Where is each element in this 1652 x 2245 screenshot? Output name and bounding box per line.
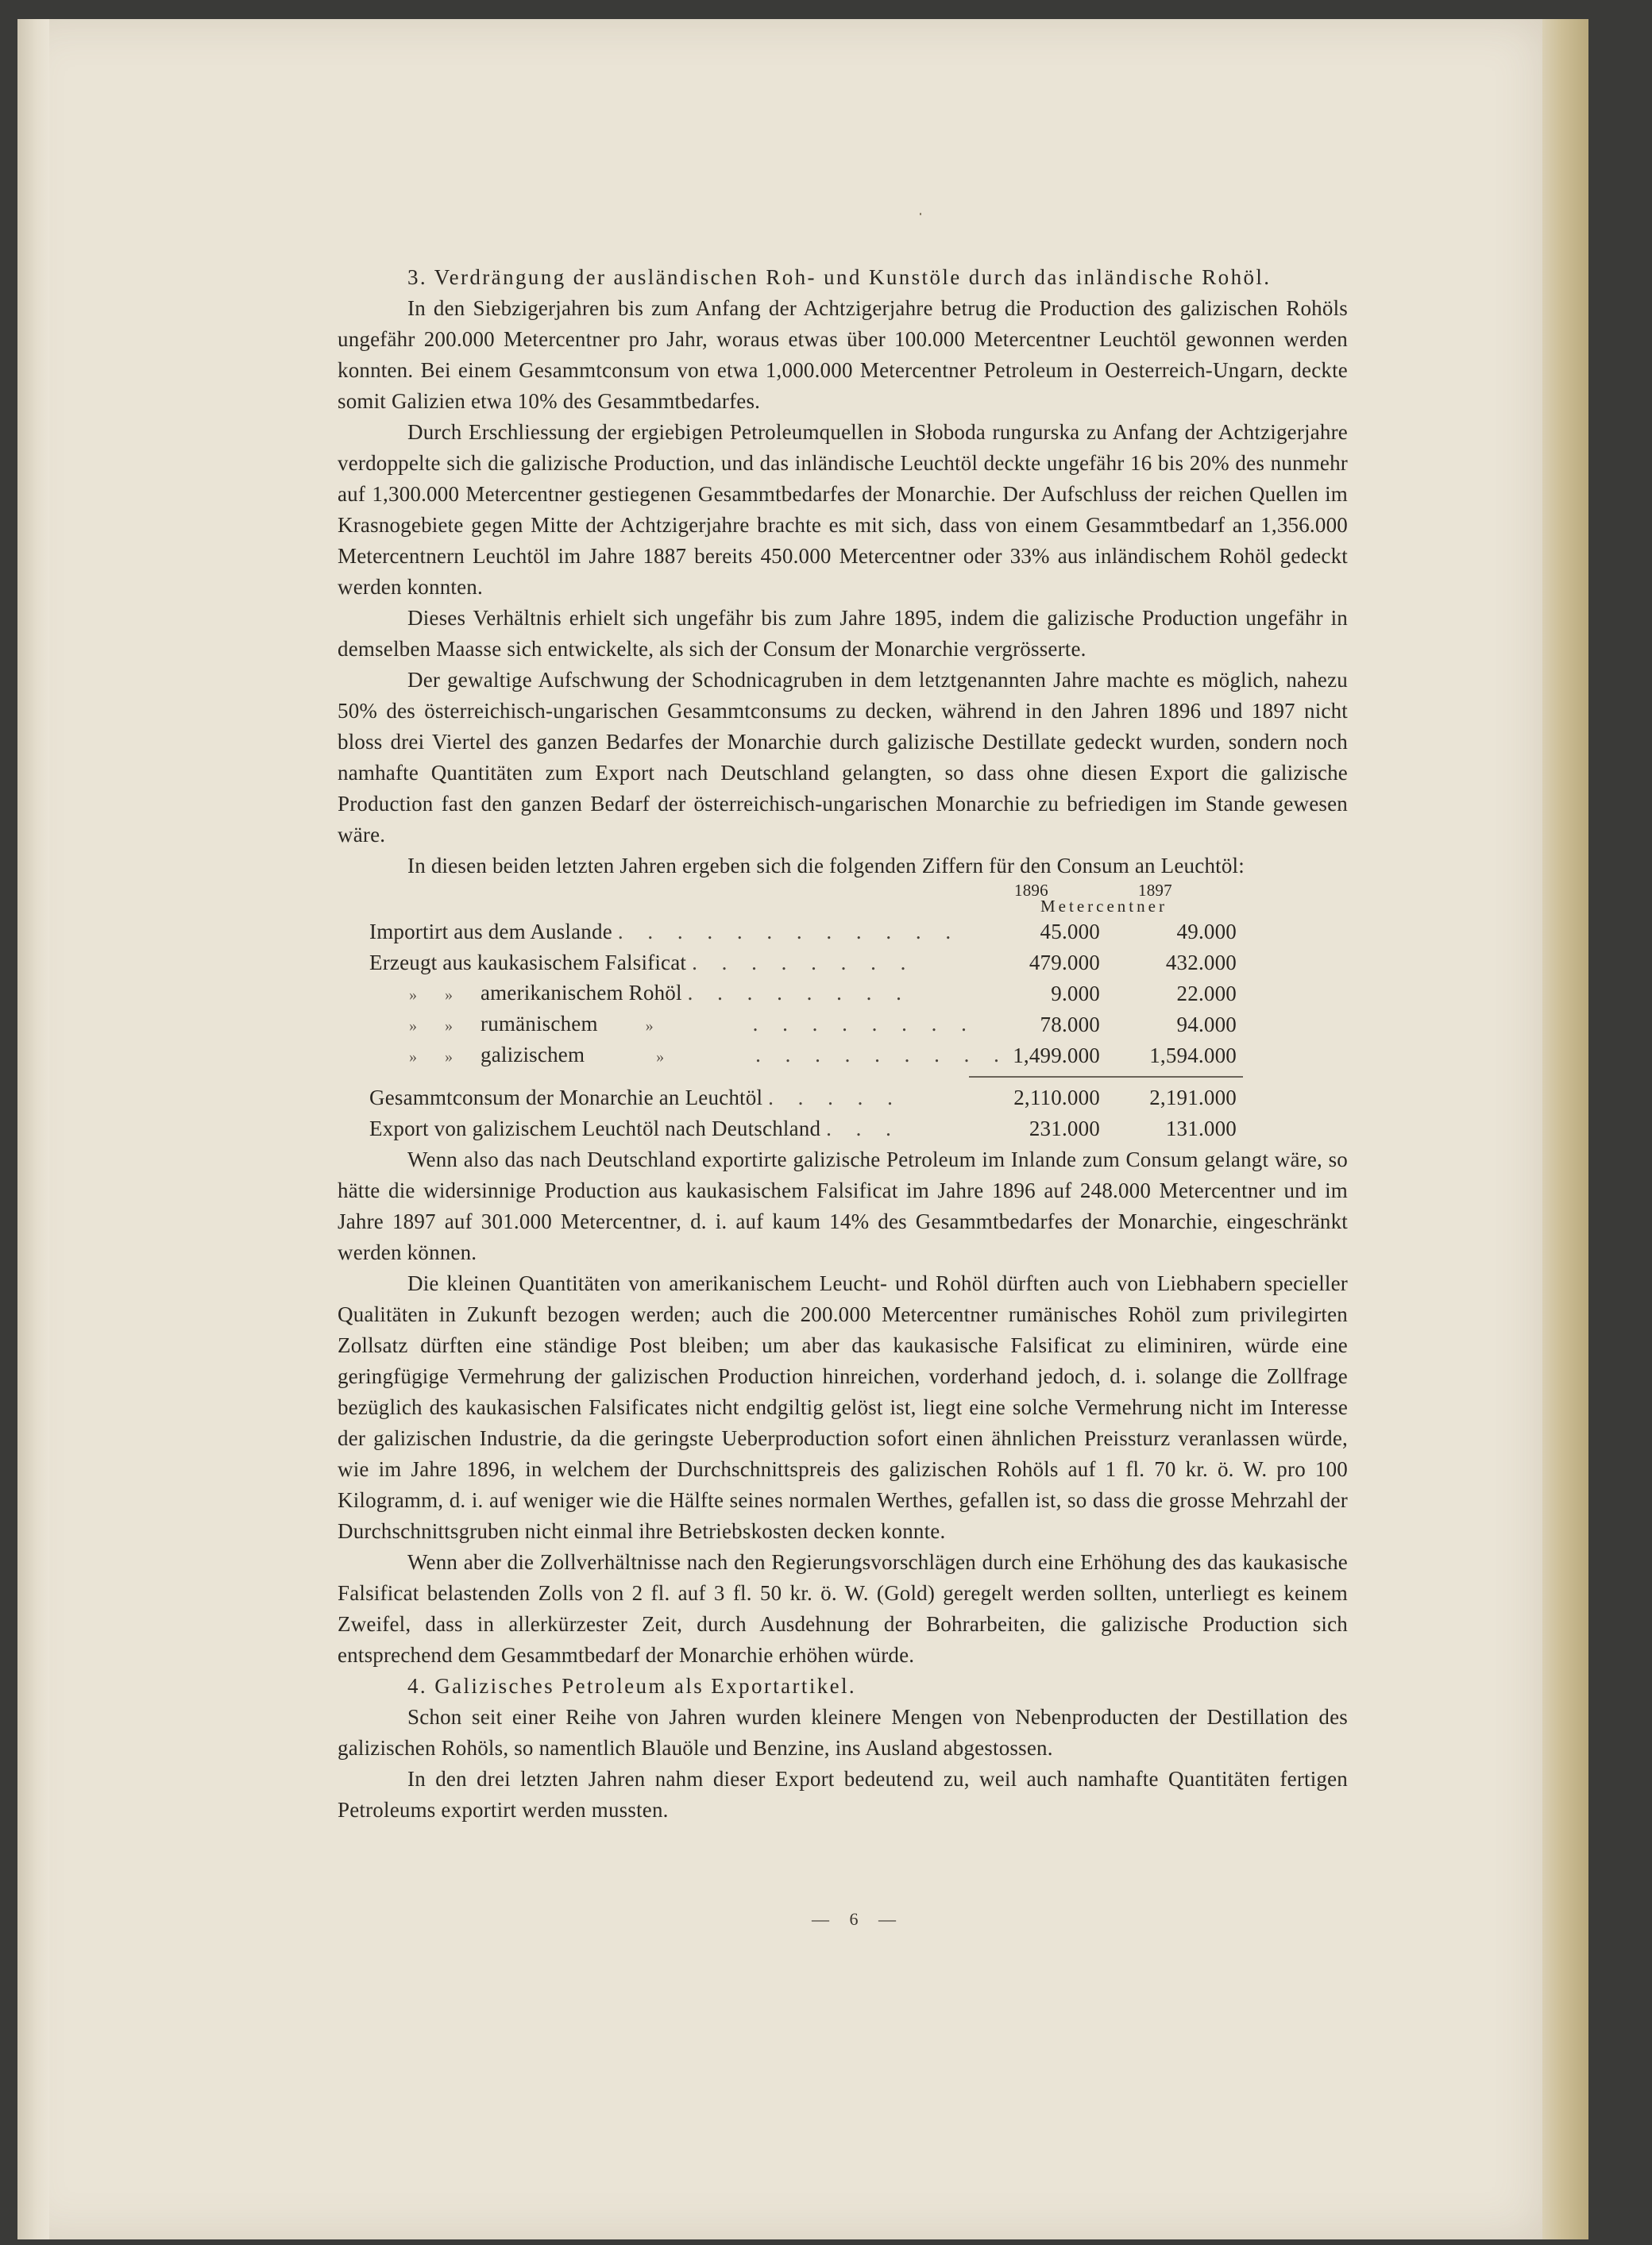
column-year-1896: 1896: [1014, 881, 1048, 900]
paragraph: Schon seit einer Reihe von Jahren wurden kleinere Mengen von Nebenproducten der Destillation des galizischen Rohöls, so namentlich Blauöle und Benzine, ins Ausland abgestossen.: [338, 1705, 1348, 1760]
paper-speck: [920, 213, 921, 215]
leader-dots: . . .: [826, 1117, 901, 1140]
value-1896: 2,110.000: [1013, 1086, 1100, 1109]
value-1897: 94.000: [1176, 1013, 1237, 1036]
row-label: amerikanischem Rohöl: [481, 980, 682, 1005]
value-1897: 1,594.000: [1149, 1043, 1237, 1067]
row-label: Importirt aus dem Auslande: [369, 920, 612, 943]
section-heading-3: 3. Verdrängung der ausländischen Roh- und Kunstöle durch das inländische Rohöl.: [407, 265, 1272, 289]
value-1896: 1,499.000: [1013, 1043, 1100, 1067]
table-total-row: [369, 1082, 1243, 1113]
page-text-block: [338, 262, 1348, 1826]
section-heading-4: 4. Galizisches Petroleum als Exportartikel.: [407, 1674, 857, 1698]
table-row: [369, 916, 1243, 947]
value-1897: 22.000: [1176, 982, 1237, 1005]
row-label: Gesammtconsum der Monarchie an Leuchtöl: [369, 1086, 763, 1109]
value-1896: 45.000: [1040, 920, 1100, 943]
value-1896: 9.000: [1051, 982, 1100, 1005]
value-1897: 131.000: [1165, 1117, 1237, 1140]
value-1897: 49.000: [1176, 920, 1237, 943]
paragraph: Dieses Verhältnis erhielt sich ungefähr bis zum Jahre 1895, indem die galizische Production ungefähr in demselben Maasse sich entwickelte, als sich der Consum der Monarchie vergrösserte.: [338, 606, 1348, 661]
column-year-1897: 1897: [1138, 881, 1172, 900]
ditto-mark: »: [656, 1047, 665, 1066]
value-1897: 2,191.000: [1149, 1086, 1237, 1109]
row-label: rumänischem: [481, 1011, 598, 1036]
row-label: galizischem: [481, 1042, 585, 1067]
table-row: [369, 947, 1243, 978]
table-header: [369, 881, 1243, 916]
sum-rule: [969, 1076, 1243, 1078]
row-label: Erzeugt aus kaukasischem Falsificat: [369, 951, 687, 974]
value-1896: 78.000: [1040, 1013, 1100, 1036]
leader-dots: . . . . . . . .: [752, 1011, 976, 1036]
paragraph: Wenn aber die Zollverhältnisse nach den Regierungsvorschlägen durch eine Erhöhung des das kaukasische Falsificat belastenden Zolls von 2 fl. auf 3 fl. 50 kr. ö. W. (Gold) geregelt werden sollten, unterliegt es keinem Zweifel, dass in allerkürzester Zeit, durch Ausdehnung der Bohrarbeiten, die galizische Production sich entsprechend dem Gesammtbedarf der Monarchie erhöhen würde.: [338, 1550, 1348, 1667]
ditto-mark: »: [409, 1016, 418, 1035]
page-number: — 6 —: [812, 1909, 904, 1929]
ditto-mark: »: [445, 1016, 454, 1035]
table-row: [369, 1040, 1243, 1071]
ditto-mark: »: [409, 986, 418, 1004]
table-total-row: [369, 1113, 1243, 1144]
ditto-mark: »: [445, 1047, 454, 1066]
leader-dots: . . . . . . . .: [687, 980, 911, 1005]
ditto-mark: »: [409, 1047, 418, 1066]
paragraph: Die kleinen Quantitäten von amerikanischem Leucht- und Rohöl dürften auch von Liebhabern specieller Qualitäten in Zukunft bezogen werden; auch die 200.000 Metercentner rumänisches Rohöl zum privilegirten Zollsatz dürften eine ständige Post bleiben; um aber das kaukasische Falsificat zu eliminiren, würde eine geringfügige Vermehrung der galizischen Production hinreichen, vorderhand jedoch, d. i. solange die Zollfrage bezüglich des kaukasischen Falsificates nicht endgiltig gelöst ist, liegt eine solche Vermehrung nicht im Interesse der galizischen Industrie, da die geringste Ueberproduction sofort einen ähnlichen Preissturz veranlassen würde, wie im Jahre 1896, in welchem der Durchschnittspreis des galizischen Rohöls auf 1 fl. 70 kr. ö. W. pro 100 Kilogramm, d. i. auf weniger wie die Hälfte seines normalen Werthes, gefallen ist, so dass die grosse Mehrzahl der Durchschnittsgruben nicht einmal ihre Betriebskosten decken konnte.: [338, 1271, 1348, 1543]
value-1896: 479.000: [1029, 951, 1100, 974]
paragraph: Wenn also das nach Deutschland exportirte galizische Petroleum im Inlande zum Consum gelangt wäre, so hätte die widersinnige Production aus kaukasischem Falsificat im Jahre 1896 auf 248.000 Metercentner und im Jahre 1897 auf 301.000 Metercentner, d. i. auf kaum 14% des Gesammtbedarfes der Monarchie, eingeschränkt werden können.: [338, 1148, 1348, 1264]
paragraph: In den drei letzten Jahren nahm dieser Export bedeutend zu, weil auch namhafte Quantitäten fertigen Petroleums exportirt werden mussten.: [338, 1767, 1348, 1822]
leuchtoel-consumption-table: [369, 881, 1243, 1144]
paragraph: In diesen beiden letzten Jahren ergeben sich die folgenden Ziffern für den Consum an Leuchtöl:: [407, 854, 1245, 878]
paragraph: Der gewaltige Aufschwung der Schodnicagruben in dem letztgenannten Jahre machte es möglich, nahezu 50% des österreichisch-ungarischen Gesammtconsums zu decken, während in den Jahren 1896 und 1897 nicht bloss drei Viertel des ganzen Bedarfes der Monarchie durch galizische Destillate gedeckt wurden, sondern noch namhafte Quantitäten zum Export nach Deutschland gelangten, so dass ohne diesen Export die galizische Production fast den ganzen Bedarf der österreichisch-ungarischen Monarchie zu befriedigen im Stande gewesen wäre.: [338, 668, 1348, 847]
paragraph: In den Siebzigerjahren bis zum Anfang der Achtzigerjahre betrug die Production des galizischen Rohöls ungefähr 200.000 Metercentner pro Jahr, woraus etwas über 100.000 Metercentner Leuchtöl gewonnen werden konnten. Bei einem Gesammtconsum von etwa 1,000.000 Metercentner Petroleum in Oesterreich-Ungarn, deckte somit Galizien etwa 10% des Gesammtbedarfes.: [338, 296, 1348, 413]
leader-dots: . . . . . . . .: [692, 951, 916, 974]
ditto-mark: »: [645, 1016, 654, 1035]
page-gutter: [17, 19, 49, 2239]
table-row: [369, 1009, 1243, 1040]
paragraph: Durch Erschliessung der ergiebigen Petroleumquellen in Słoboda rungurska zu Anfang der Achtzigerjahre verdoppelte sich die galizische Production, und das inländische Leuchtöl deckte ungefähr 16 bis 20% des nunmehr auf 1,300.000 Metercentner gestiegenen Gesammtbedarfes der Monarchie. Der Aufschluss der reichen Quellen im Krasnogebiete gegen Mitte der Achtzigerjahre brachte es mit sich, dass von einem Gesammtbedarf an 1,356.000 Metercentnern Leuchtöl im Jahre 1887 bereits 450.000 Metercentner oder 33% aus inländischem Rohöl gedeckt werden konnten.: [338, 420, 1348, 599]
ditto-mark: »: [445, 986, 454, 1004]
leader-dots: . . . . . . . . . . . .: [617, 920, 961, 943]
value-1896: 231.000: [1029, 1117, 1100, 1140]
table-row: [369, 978, 1243, 1009]
leader-dots: . . . . .: [768, 1086, 902, 1109]
value-1897: 432.000: [1165, 951, 1237, 974]
row-label: Export von galizischem Leuchtöl nach Deutschland: [369, 1117, 821, 1140]
leader-dots: . . . . . . . . .: [755, 1042, 1009, 1067]
adjacent-page-edge: [1542, 19, 1588, 2239]
unit-label: Metercentner: [1040, 897, 1168, 916]
